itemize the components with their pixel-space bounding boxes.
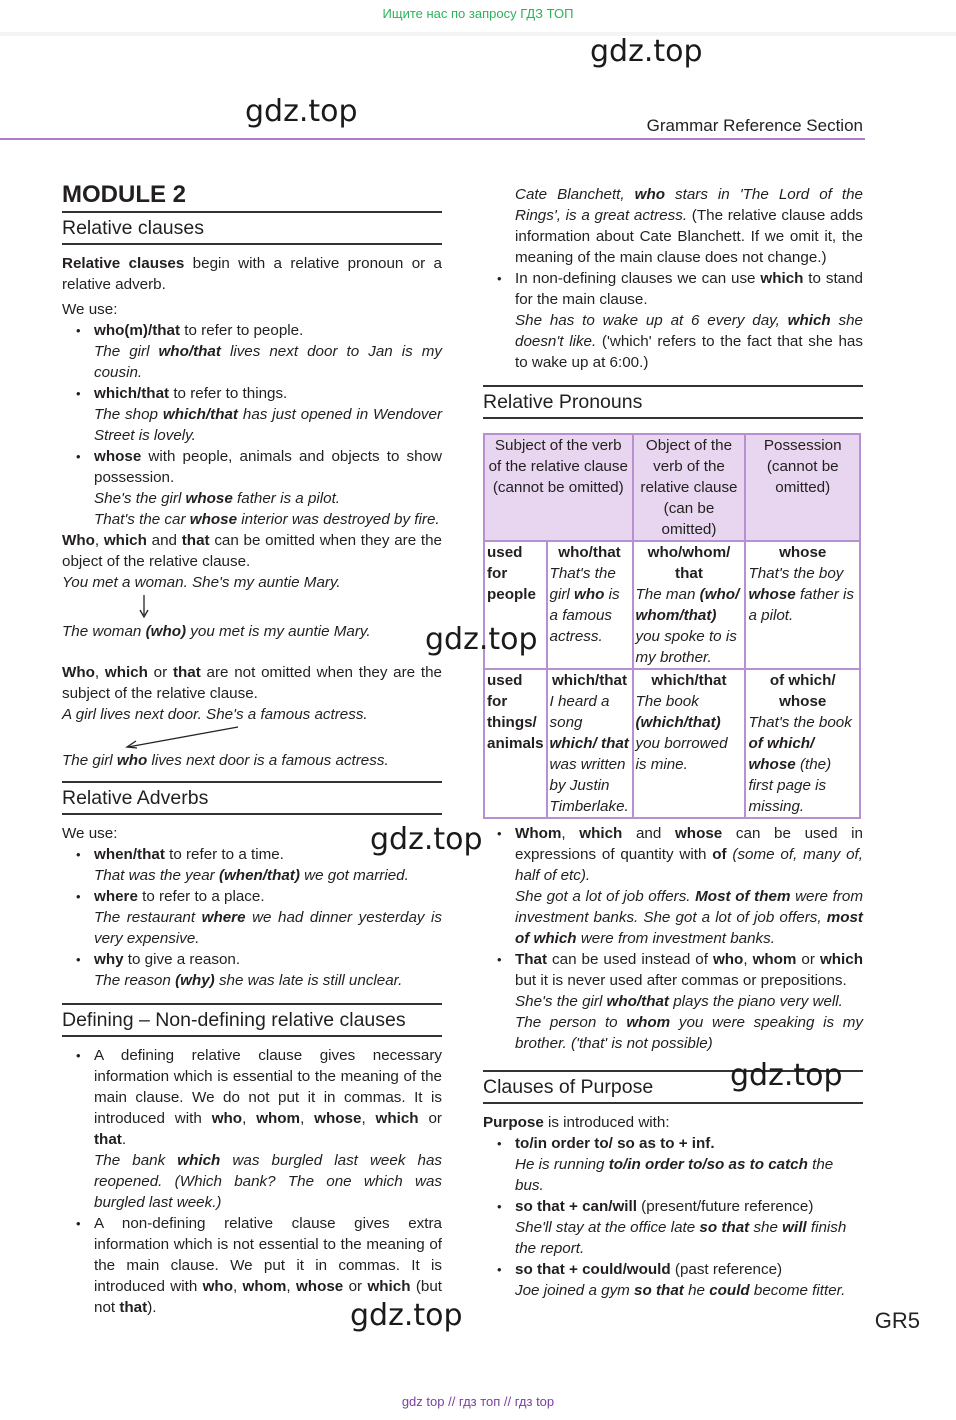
example: Cate Blanchett, who stars in 'The Lord of the Rings', is a great actress. (The relative clause adds information about Cate Blanchett. If we omit it, the meaning of the main clause does not change.) [515,186,863,266]
table-cell: who/whom/ that The man (who/ whom/that) you spoke to is my brother. [633,541,746,669]
watermark: gdz.top [245,94,358,129]
watermark: gdz.top [590,34,703,69]
example: The restaurant where we had dinner yesterday is very expensive. [94,909,442,947]
example: The shop which/that has just opened in Wendover Street is lovely. [94,406,442,444]
example: That's the car whose interior was destroyed by fire. [94,511,440,528]
relative-pronouns-table [483,433,861,819]
list-item: • when/that to refer to a time. [62,844,442,865]
module-title: MODULE 2 [62,181,187,208]
list-item: • That can be used instead of who, whom or which but it is never used after commas or prepositions. [483,949,863,991]
we-use-label: We use: [62,301,118,318]
example: A girl lives next door. She's a famous actress. [62,706,368,723]
section-title: Grammar Reference Section [646,116,863,135]
right-column [483,184,863,1301]
example: That was the year (when/that) we got married. [94,867,409,884]
search-banner[interactable]: Ищите нас по запросу ГДЗ ТОП [382,6,574,21]
clauses-of-purpose-heading: Clauses of Purpose [483,1070,863,1104]
example: She got a lot of job offers. Most of them were from investment banks. She got a lot of job offers, most of which were from investment banks. [515,888,863,947]
diagonal-arrow [62,725,442,750]
list-item: • In non-defining clauses we can use which to stand for the main clause. [483,268,863,310]
list-item: • Whom, which and whose can be used in expressions of quantity with of (some of, many of, half of etc). [483,823,863,886]
example: She has to wake up at 6 every day, which she doesn't like. ('which' refers to the fact that she has to wake up at 6:00.) [515,312,863,371]
relative-adverbs-heading: Relative Adverbs [62,781,442,815]
table-cell: of which/ whose That's the book of which/ whose (the) first page is missing. [745,669,860,818]
purpose-intro: Purpose is introduced with: [483,1114,670,1131]
list-item: • where to refer to a place. [62,886,442,907]
list-item: • to/in order to/ so as to + inf. [483,1133,863,1154]
intro-paragraph: Relative clauses begin with a relative pronoun or a relative adverb. [62,255,442,293]
example: The person to whom you were speaking is my brother. ('that' is not possible) [515,1014,863,1052]
example: The woman (who) you met is my auntie Mary. [62,623,371,640]
table-cell: which/that The book (which/that) you borrowed is mine. [633,669,746,818]
header-object: Object of the verb of the relative clause (can be omitted) [633,434,746,541]
relative-pronouns-heading: Relative Pronouns [483,385,863,419]
we-use-label: We use: [62,825,118,842]
table-row [484,669,860,818]
example: She's the girl who/that plays the piano very well. [515,993,843,1010]
list-item: • so that + could/would (past reference) [483,1259,863,1280]
table-cell: who/that That's the girl who is a famous actress. [547,541,633,669]
page-number: GR5 [874,1308,920,1333]
arrow-icon [135,593,155,621]
watermark: gdz.top [425,622,538,657]
omission-rule: Who, which and that can be omitted when they are the object of the relative clause. [62,532,442,570]
list-item: • who(m)/that to refer to people. [62,320,442,341]
down-arrow [62,593,442,621]
header-rule [0,138,865,140]
example: You met a woman. She's my auntie Mary. [62,574,341,591]
not-omitted-rule: Who, which or that are not omitted when they are the subject of the relative clause. [62,664,442,702]
relative-clauses-heading: Relative clauses [62,211,442,245]
list-item: • A non-defining relative clause gives extra information which is not essential to the meaning of the main clause. We put it in commas. It is introduced with who, whom, whose or which (but not that). [62,1213,442,1318]
watermark: gdz.top [350,1298,463,1333]
example: She'll stay at the office late so that she will finish the report. [515,1219,847,1257]
example: Joe joined a gym so that he could become fitter. [515,1282,846,1299]
table-cell: which/that I heard a song which/ that was written by Justin Timberlake. [547,669,633,818]
header-possession: Possession (cannot be omitted) [745,434,860,541]
list-item: • so that + can/will (present/future reference) [483,1196,863,1217]
example: The reason (why) she was late is still unclear. [94,972,403,989]
list-item: • why to give a reason. [62,949,442,970]
watermark: gdz.top [370,822,483,857]
example: The girl who lives next door is a famous actress. [62,752,389,769]
row-label: used for people [484,541,547,669]
example: The girl who/that lives next door to Jan is my cousin. [94,343,442,381]
row-label: used for things/ animals [484,669,547,818]
arrow-icon [122,725,242,751]
header-divider [0,32,956,36]
example: He is running to/in order to/so as to catch the bus. [515,1156,834,1194]
header-subject: Subject of the verb of the relative clause (cannot be omitted) [484,434,633,541]
list-item: • A defining relative clause gives necessary information which is essential to the meaning of the main clause. We do not put it in commas. It is introduced with who, whom, whose, which or that. [62,1045,442,1150]
list-item: • whose with people, animals and objects to show possession. [62,446,442,488]
example: She's the girl whose father is a pilot. [94,490,341,507]
defining-heading: Defining – Non-defining relative clauses [62,1003,442,1037]
table-header-row [484,434,860,541]
left-column [62,181,442,1318]
footer-links[interactable]: gdz top // гдз топ // гдз top [401,1394,555,1409]
example: The bank which was burgled last week has reopened. (Which bank? The one which was burgled last week.) [94,1152,442,1211]
table-row [484,541,860,669]
list-item: • which/that to refer to things. [62,383,442,404]
table-cell: whose That's the boy whose father is a pilot. [745,541,860,669]
watermark: gdz.top [730,1058,843,1093]
